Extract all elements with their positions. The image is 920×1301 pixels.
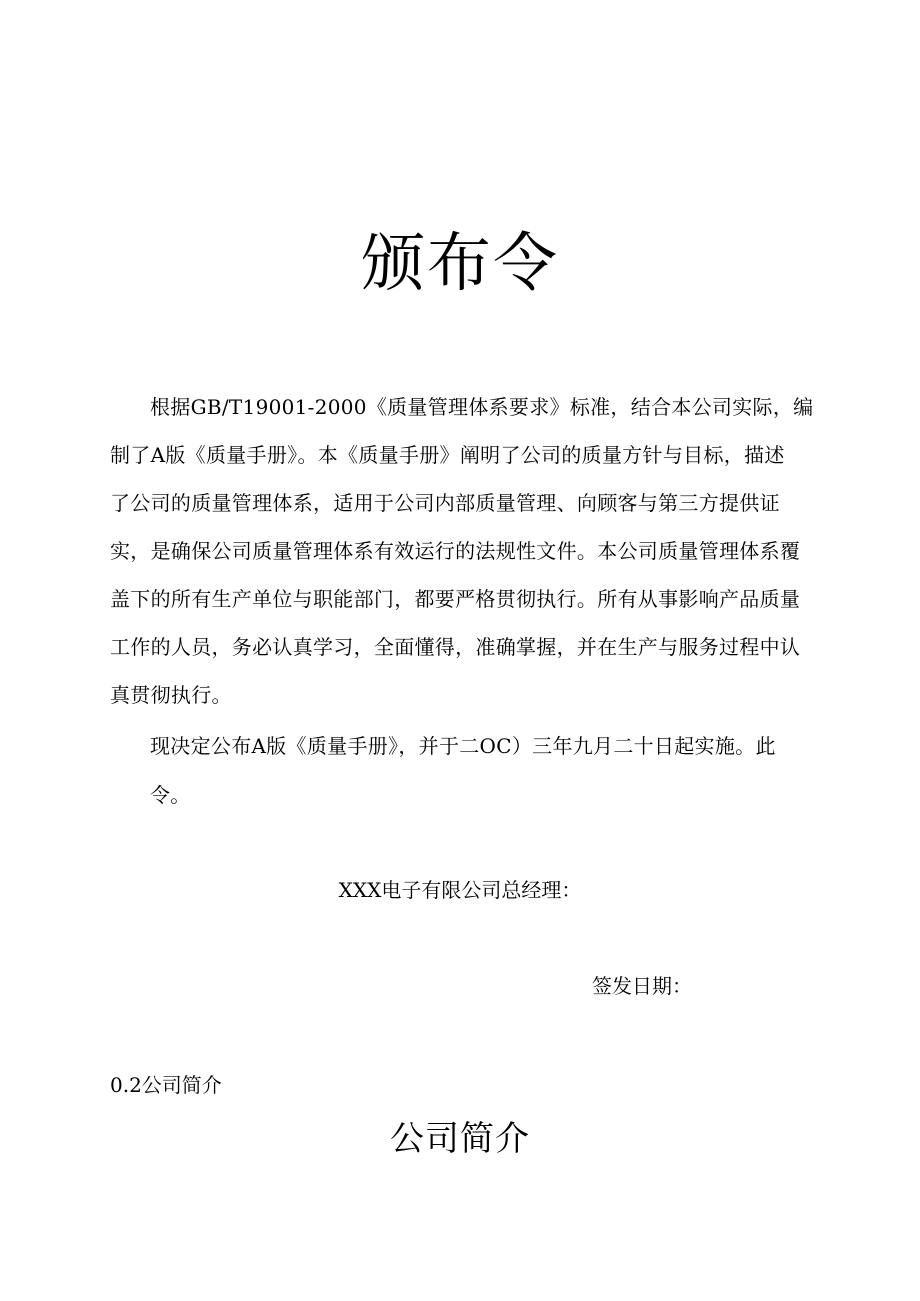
body-line: 盖下的所有生产单位与职能部门，都要严格贯彻执行。所有从事影响产品质量 bbox=[110, 587, 801, 611]
body-line: 制了A版《质量手册》。本《质量手册》阐明了公司的质量方针与目标，描述 bbox=[110, 443, 785, 467]
decree-title: 颁布令 bbox=[361, 227, 559, 301]
sign-date-label: 签发日期： bbox=[592, 974, 692, 998]
body-line: 实，是确保公司质量管理体系有效运行的法规性文件。本公司质量管理体系覆 bbox=[110, 539, 801, 563]
body-line: 根据GB/T19001-2000《质量管理体系要求》标准，结合本公司实际，编 bbox=[150, 395, 814, 419]
body-line: 了公司的质量管理体系，适用于公司内部质量管理、向顾客与第三方提供证 bbox=[110, 491, 780, 515]
body-line: 现决定公布A版《质量手册》，并于二OC）三年九月二十日起实施。此 bbox=[150, 734, 776, 758]
section-heading: 公司简介 bbox=[390, 1119, 530, 1159]
signer-line: XXX电子有限公司总经理： bbox=[338, 878, 582, 902]
body-line: 工作的人员，务必认真学习，全面懂得，准确掌握，并在生产与服务过程中认 bbox=[110, 635, 801, 659]
body-line: 令。 bbox=[150, 783, 191, 807]
section-number-title: 0.2公司简介 bbox=[110, 1073, 222, 1097]
body-line: 真贯彻执行。 bbox=[110, 683, 232, 707]
